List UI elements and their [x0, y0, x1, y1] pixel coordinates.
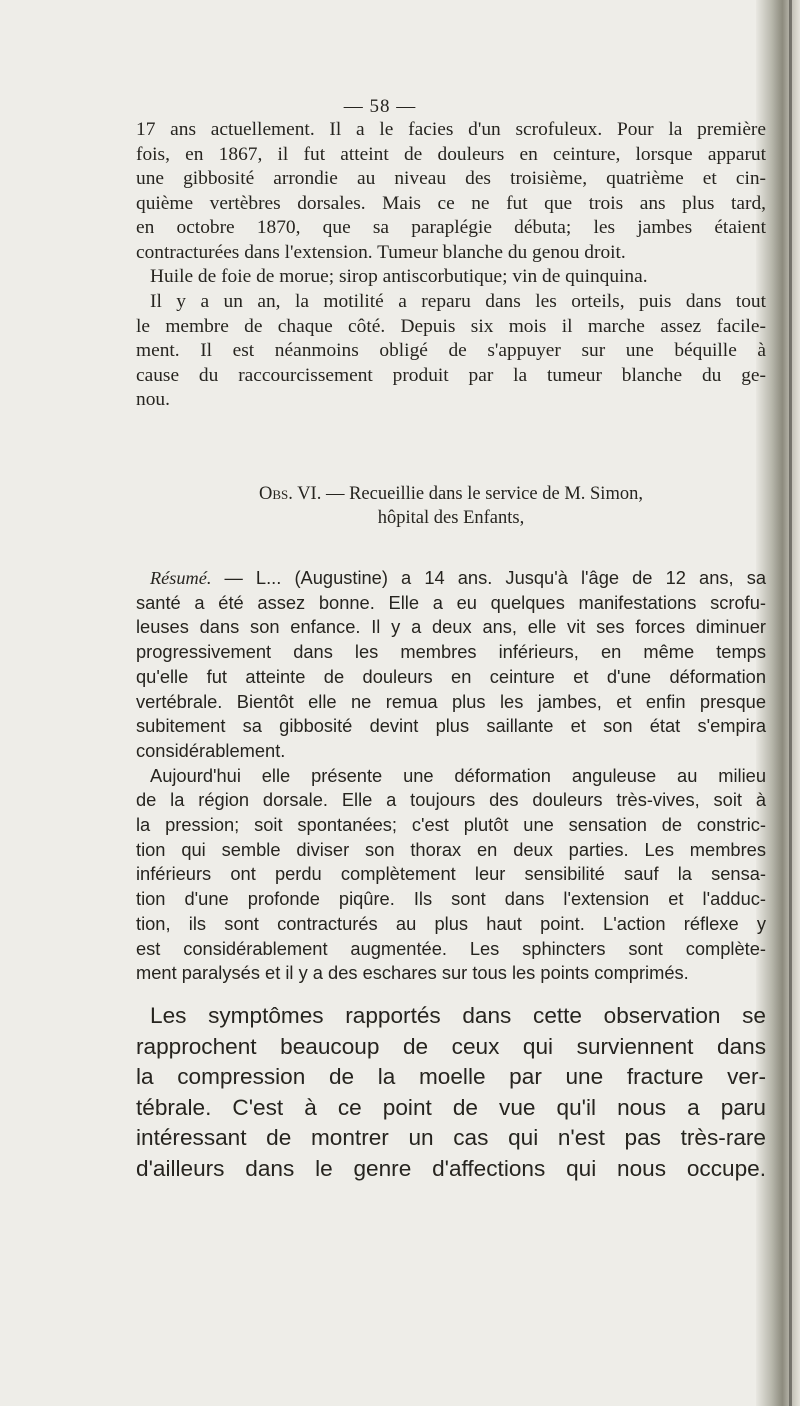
text-line: Huile de foie de morue; sirop antiscorbutique; vin de quinquina.	[150, 266, 648, 287]
text-line: en octobre 1870, que sa paraplégie débuta; les jambes étaient	[136, 217, 766, 239]
commentary-paragraph	[136, 1001, 766, 1185]
page-number: — 58 —	[343, 96, 417, 117]
observation-source: — Recueillie dans le service de M. Simon,	[321, 484, 643, 504]
text-line: inférieurs ont perdu complètement leur sensibilité sauf la sensa-	[136, 863, 766, 885]
text-line: une gibbosité arrondie au niveau des troisième, quatrième et cin-	[136, 168, 766, 190]
text-line: tébrale. C'est à ce point de vue qu'il nous a paru	[136, 1094, 766, 1120]
page-edge-shadow	[789, 0, 792, 1406]
text-line: tion qui semble diviser son thorax en deux parties. Les membres	[136, 838, 766, 860]
text-line: santé a été assez bonne. Elle a eu quelques manifestations scrofu-	[136, 591, 766, 613]
text-line: tion d'une profonde piqûre. Ils sont dans l'extension et l'adduc-	[136, 888, 766, 910]
resume-first-line: — L... (Augustine) a 14 ans. Jusqu'à l'âge de 12 ans, sa	[211, 567, 766, 588]
text-line: cause du raccourcissement produit par la tumeur blanche du ge-	[136, 364, 766, 386]
text-line: nou.	[136, 389, 170, 411]
text-line: progressivement dans les membres inférieurs, en même temps	[136, 641, 766, 663]
text-line: contracturées dans l'extension. Tumeur blanche du genou droit.	[136, 241, 626, 263]
text-line: rapprochent beaucoup de ceux qui surviennent dans	[136, 1033, 766, 1059]
text-line: la pression; soit spontanées; c'est plutôt une sensation de constric-	[136, 814, 766, 836]
text-line: vertébrale. Bientôt elle ne remua plus les jambes, et enfin presque	[136, 690, 766, 712]
text-line: leuses dans son enfance. Il y a deux ans, elle vit ses forces diminuer	[136, 616, 766, 638]
text-line: est considérablement augmentée. Les sphincters sont complète-	[136, 937, 766, 959]
text-line: subitement sa gibbosité devint plus saillante et son état s'empira	[136, 715, 766, 737]
text-line: quième vertèbres dorsales. Mais ce ne fut que trois ans plus tard,	[136, 192, 766, 214]
text-line: qu'elle fut atteinte de douleurs en ceinture et d'une déformation	[136, 665, 766, 687]
resume-label: Résumé.	[150, 568, 212, 588]
text-line: tion, ils sont contracturés au plus haut point. L'action réflexe y	[136, 912, 766, 934]
text-line: Les symptômes rapportés dans cette observation se	[150, 1003, 766, 1028]
observation-heading-line-2: hôpital des Enfants,	[377, 508, 525, 528]
resume-paragraph	[136, 566, 766, 986]
treatment-paragraph	[136, 265, 766, 290]
observation-label: Obs. VI.	[259, 484, 322, 504]
text-line: Il y a un an, la motilité a reparu dans les orteils, puis dans tout	[150, 291, 766, 312]
text-line: le membre de chaque côté. Depuis six mois il marche assez facile-	[136, 315, 766, 337]
case-paragraph-3	[136, 290, 766, 413]
text-line: Aujourd'hui elle présente une déformation anguleuse au milieu	[150, 764, 766, 786]
case-paragraph-1	[136, 118, 766, 266]
text-line: ment paralysés et il y a des eschares sur tous les points comprimés.	[136, 962, 689, 984]
text-line	[136, 566, 766, 591]
observation-heading	[136, 482, 766, 530]
observation-heading-line-1	[136, 482, 766, 506]
text-line: intéressant de montrer un cas qui n'est pas très-rare	[136, 1125, 766, 1151]
text-line: considérablement.	[136, 739, 286, 761]
text-line: fois, en 1867, il fut atteint de douleurs en ceinture, lorsque apparut	[136, 143, 766, 165]
text-line: ment. Il est néanmoins obligé de s'appuyer sur une béquille à	[136, 340, 766, 362]
text-line: de la région dorsale. Elle a toujours des douleurs très-vives, soit à	[136, 789, 766, 811]
text-line: la compression de la moelle par une fracture ver-	[136, 1064, 766, 1090]
text-line: d'ailleurs dans le genre d'affections qui nous occupe.	[136, 1155, 766, 1181]
text-line: 17 ans actuellement. Il a le facies d'un scrofuleux. Pour la première	[136, 119, 766, 140]
